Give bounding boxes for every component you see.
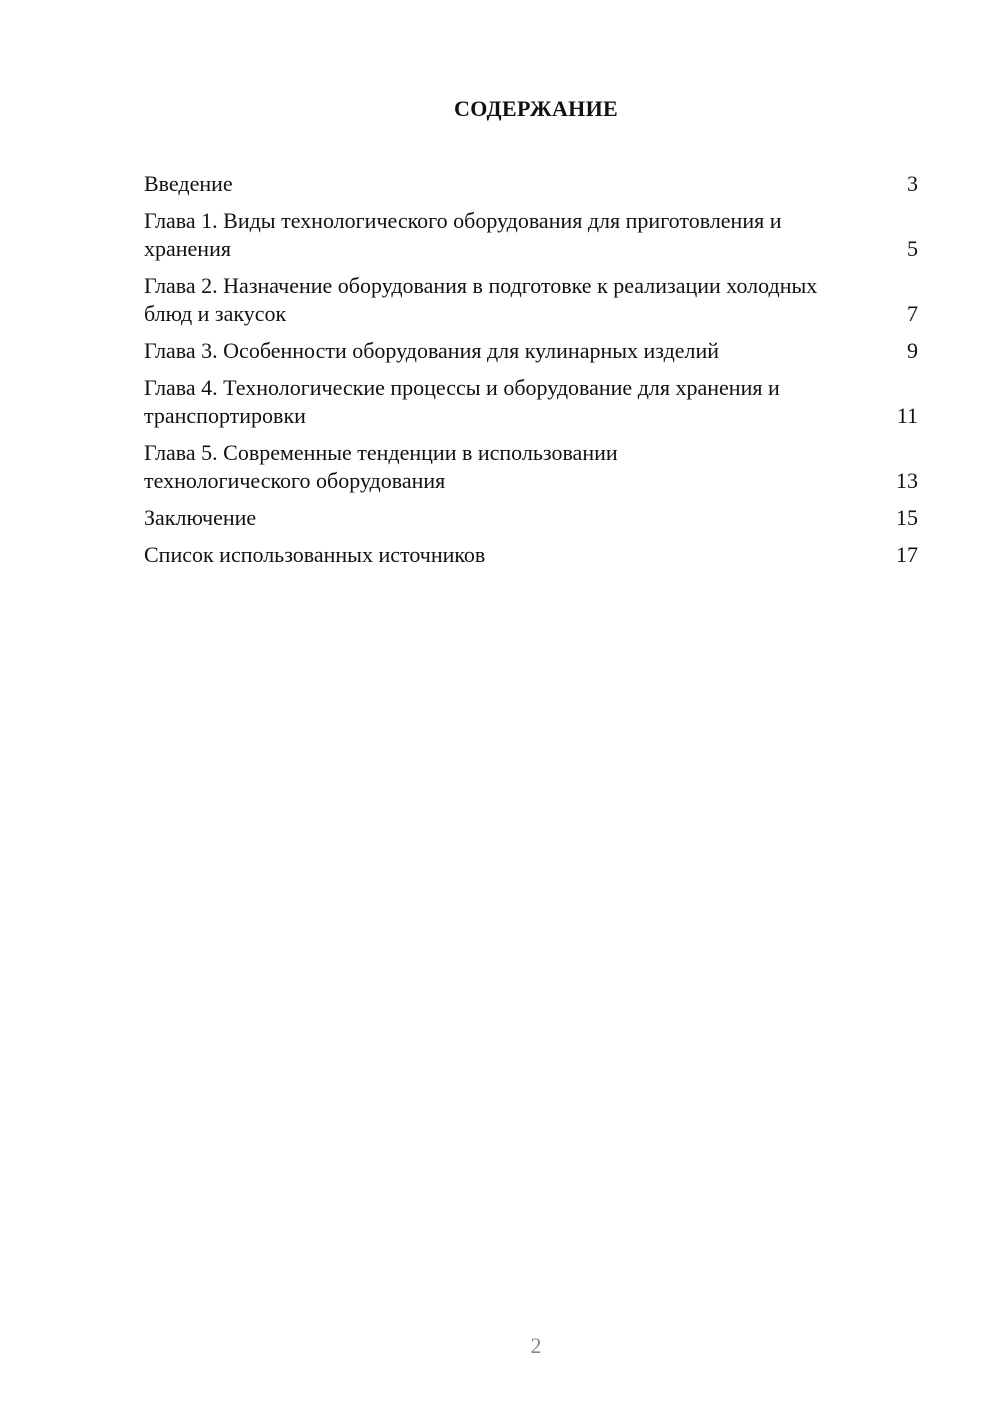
toc-entry-page: 15 [896,505,918,530]
toc-entry-page: 11 [896,403,918,428]
toc-entry-text: Заключение [144,505,257,530]
toc-entry-chapter-4[interactable] [144,374,918,430]
page-number: 2 [530,1333,542,1358]
toc-entry-page: 17 [896,542,918,567]
toc-entry-page: 5 [907,236,918,261]
toc-entry-text: Глава 5. Современные тенденции в использовании технологического оборудования [144,440,618,493]
toc-entry-text: Список использованных источников [144,542,486,567]
toc-entry-text: Глава 2. Назначение оборудования в подготовке к реализации холодных блюд и закусок [144,273,818,326]
toc-entry-text: Введение [144,171,233,196]
toc-entry-page: 9 [907,338,918,363]
toc-entry-page: 13 [896,468,918,493]
table-of-contents [144,170,918,578]
toc-entry-page: 7 [907,301,918,326]
toc-entry-conclusion[interactable] [144,504,918,532]
toc-entry-text: Глава 1. Виды технологического оборудования для приготовления и хранения [144,208,782,261]
toc-entry-introduction[interactable] [144,170,918,198]
toc-entry-text: Глава 4. Технологические процессы и оборудование для хранения и транспортировки [144,375,780,428]
toc-entry-references[interactable] [144,541,918,569]
toc-entry-chapter-5[interactable] [144,439,918,495]
toc-entry-chapter-2[interactable] [144,272,918,328]
toc-entry-chapter-1[interactable] [144,207,918,263]
toc-entry-page: 3 [907,171,918,196]
toc-title: СОДЕРЖАНИЕ [454,96,618,121]
toc-entry-chapter-3[interactable] [144,337,918,365]
toc-entry-text: Глава 3. Особенности оборудования для кулинарных изделий [144,338,720,363]
